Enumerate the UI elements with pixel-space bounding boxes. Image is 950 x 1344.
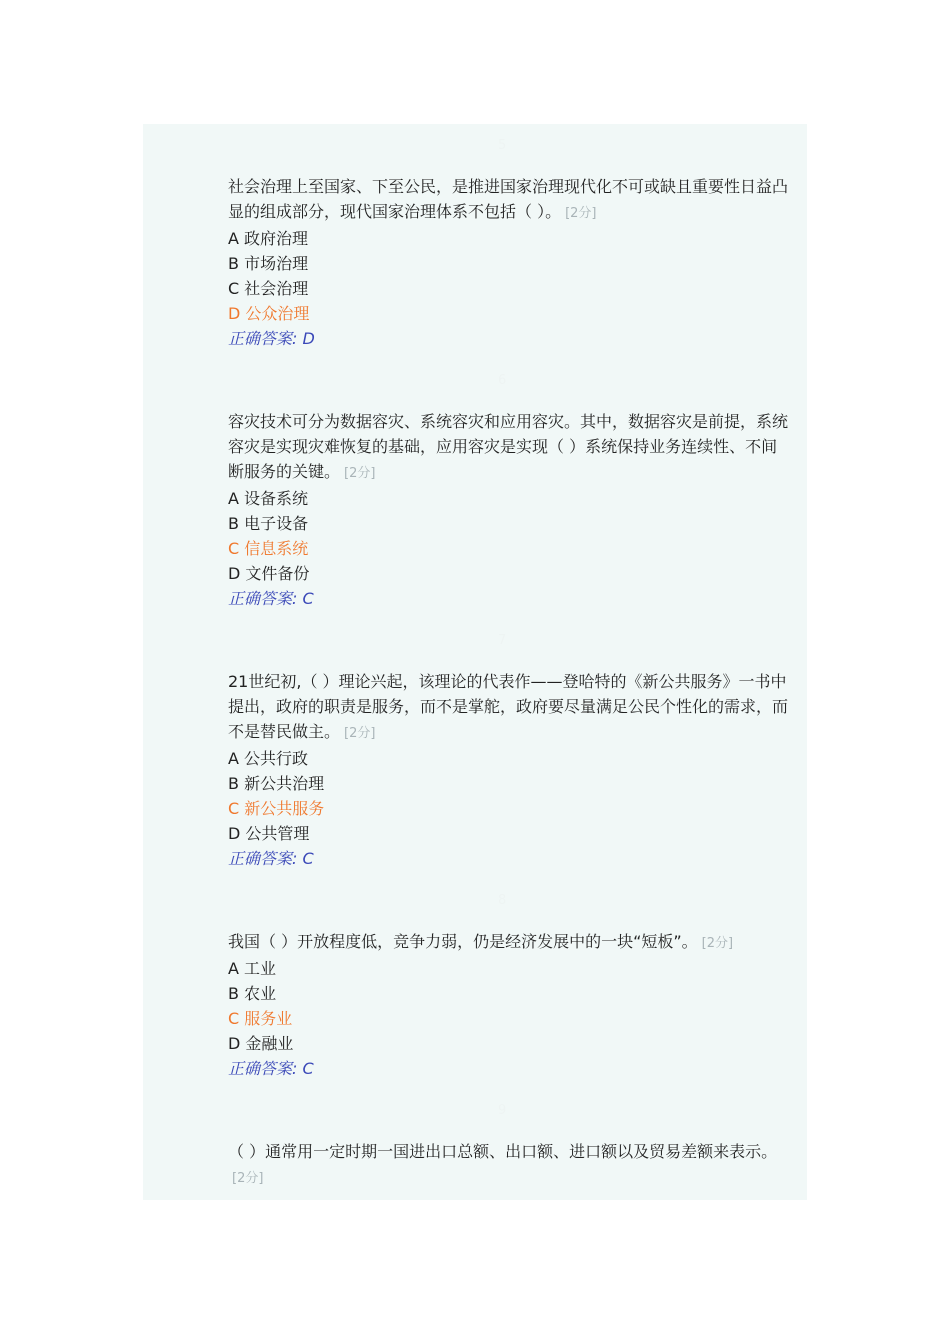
correct-answer-label: 正确答案: C [228, 589, 314, 608]
option-b[interactable]: B 新公共治理 [228, 774, 325, 793]
option-b[interactable]: B 电子设备 [228, 514, 309, 533]
question-6 [228, 373, 789, 611]
correct-answer-label: 正确答案: D [228, 329, 315, 348]
question-text: 容灾技术可分为数据容灾、系统容灾和应用容灾。其中，数据容灾是前提，系统容灾是实现灾难恢复的基础，应用容灾是实现（ ）系统保持业务连续性、不间断服务的关键。 [2分] [228, 412, 789, 481]
question-8 [228, 893, 788, 1081]
question-text: 社会治理上至国家、下至公民，是推进国家治理现代化不可或缺且重要性日益凸显的组成部分，现代国家治理体系不包括（ ）。 [2分] [228, 177, 789, 221]
option-a[interactable]: A 公共行政 [228, 749, 309, 768]
question-number: 6 [498, 373, 507, 388]
option-d[interactable]: D 文件备份 [228, 564, 310, 583]
option-a[interactable]: A 政府治理 [228, 229, 309, 248]
option-c-correct[interactable]: C 信息系统 [228, 539, 309, 558]
option-c[interactable]: C 社会治理 [228, 279, 309, 298]
question-number: 7 [498, 633, 507, 648]
question-text: 21世纪初,（ ）理论兴起，该理论的代表作——登哈特的《新公共服务》一书中提出，政府的职责是服务，而不是掌舵，政府要尽量满足公民个性化的需求，而不是替民做主。 [2分] [228, 672, 789, 741]
quiz-panel [143, 124, 807, 1200]
option-c-correct[interactable]: C 新公共服务 [228, 799, 325, 818]
question-number: 8 [498, 893, 507, 908]
correct-answer-label: 正确答案: C [228, 849, 314, 868]
option-d[interactable]: D 公共管理 [228, 824, 310, 843]
question-score: [2分] [344, 466, 376, 481]
question-7 [228, 633, 789, 871]
question-9 [228, 1103, 788, 1191]
option-a[interactable]: A 工业 [228, 959, 277, 978]
question-score: [2分] [565, 206, 597, 221]
question-5 [228, 138, 789, 351]
question-text: 我国（ ）开放程度低，竞争力弱，仍是经济发展中的一块“短板”。 [2分] [228, 932, 734, 951]
option-a[interactable]: A 设备系统 [228, 489, 309, 508]
option-d-correct[interactable]: D 公众治理 [228, 304, 310, 323]
question-number: 5 [498, 138, 507, 153]
option-d[interactable]: D 金融业 [228, 1034, 294, 1053]
question-score: [2分] [701, 936, 734, 951]
option-c-correct[interactable]: C 服务业 [228, 1009, 293, 1028]
correct-answer-label: 正确答案: C [228, 1059, 314, 1078]
option-b[interactable]: B 农业 [228, 984, 277, 1003]
option-b[interactable]: B 市场治理 [228, 254, 309, 273]
question-score: [2分] [344, 726, 376, 741]
question-number: 9 [498, 1103, 507, 1118]
question-score: [2分] [232, 1171, 264, 1186]
question-text: （ ）通常用一定时期一国进出口总额、出口额、进口额以及贸易差额来表示。[2分] [228, 1142, 778, 1186]
